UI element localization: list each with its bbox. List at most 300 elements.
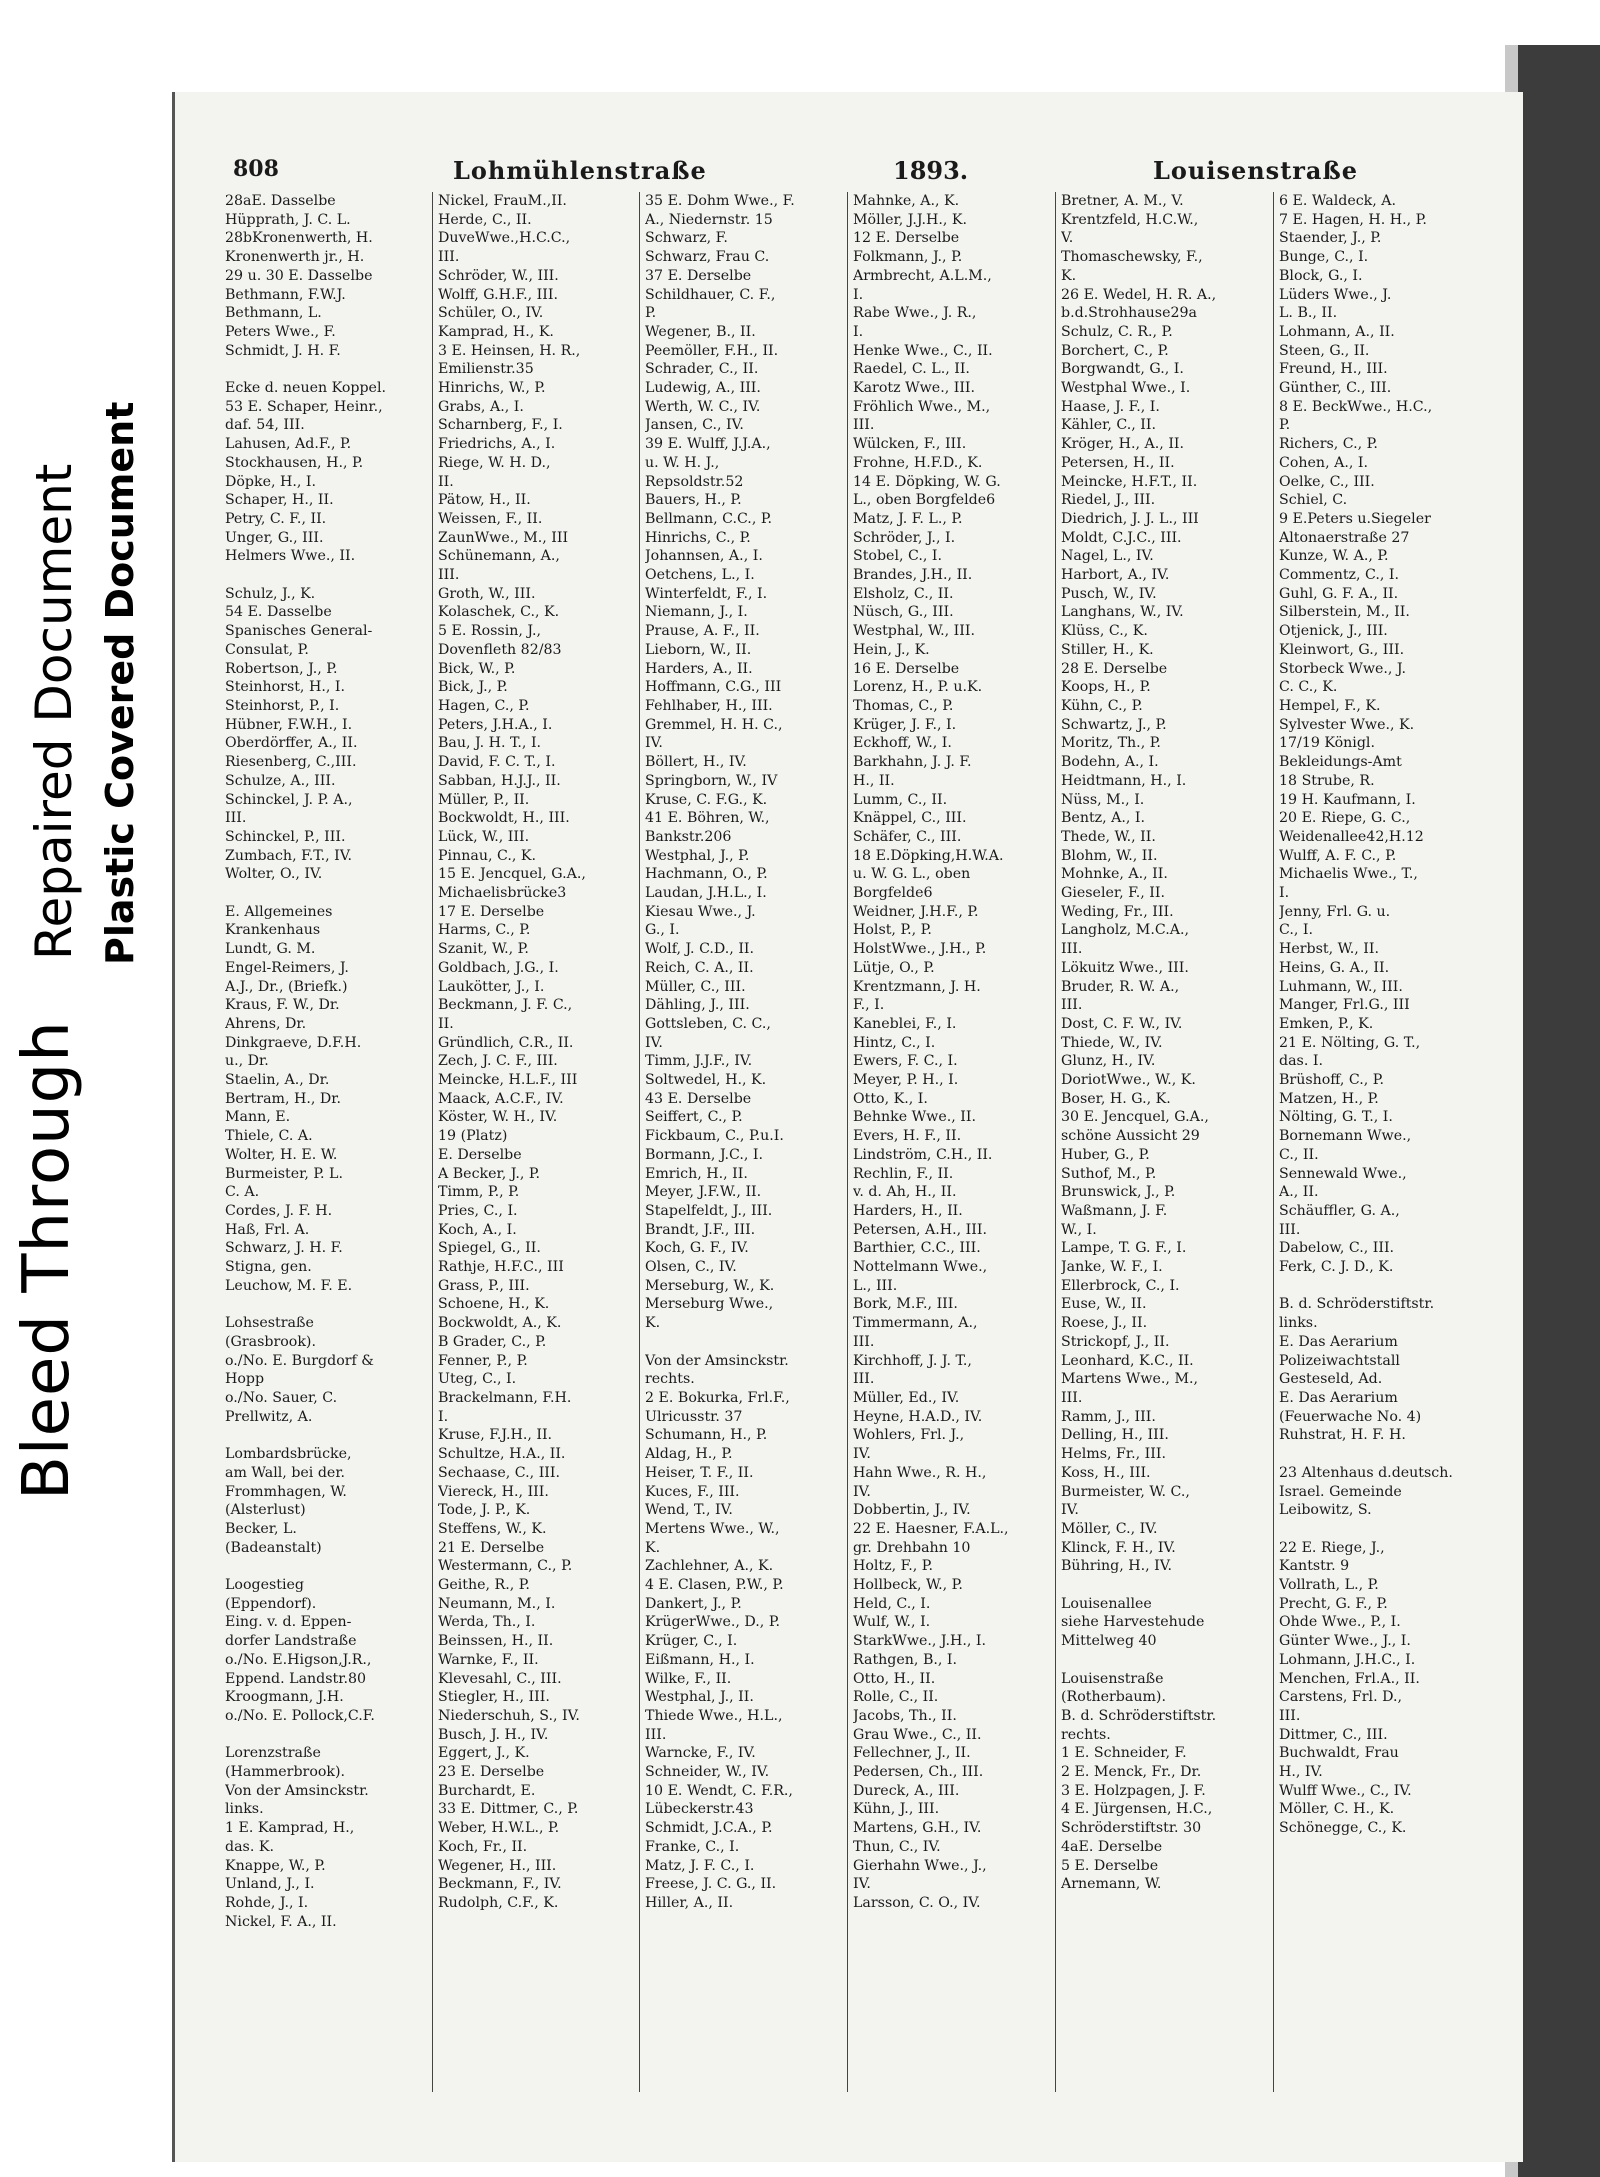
directory-entry-line: (Alsterlust) <box>225 1502 306 1519</box>
directory-entry-line: Dureck, A., III. <box>853 1782 960 1799</box>
directory-entry-line: Schönegge, C., K. <box>1279 1820 1407 1837</box>
directory-entry-line: Hintz, C., I. <box>853 1034 936 1051</box>
directory-entry-line: Karotz Wwe., III. <box>853 380 976 397</box>
directory-entry-line: Pätow, H., II. <box>438 492 531 509</box>
directory-entry-line <box>1061 1651 1271 1670</box>
directory-entry-line: Weidner, J.H.F., P. <box>853 903 979 920</box>
directory-entry-line: Hiller, A., II. <box>645 1894 734 1911</box>
directory-entry-line: Langhans, W., IV. <box>1061 604 1184 621</box>
directory-entry-line: am Wall, bei der. <box>225 1464 346 1481</box>
directory-entry-line: E. Allgemeines <box>225 903 333 920</box>
directory-entry-line: Kruse, C. F.G., K. <box>645 791 768 808</box>
directory-entry-line: Frohne, H.F.D., K. <box>853 454 983 471</box>
directory-entry-line: C., I. <box>1279 922 1313 939</box>
directory-entry-line: links. <box>1279 1315 1318 1332</box>
directory-entry-line: Bellmann, C.C., P. <box>645 510 773 527</box>
directory-entry-line: Eckhoff, W., I. <box>853 735 952 752</box>
directory-entry-line: Bornemann Wwe., <box>1279 1128 1412 1145</box>
directory-entry-line: Meyer, J.F.W., II. <box>645 1184 762 1201</box>
directory-entry-line: 7 E. Hagen, H. H., P. <box>1279 211 1427 228</box>
directory-entry-line: Kuces, F., III. <box>645 1483 740 1500</box>
directory-entry-line: Huber, G., P. <box>1061 1146 1150 1163</box>
directory-entry-line: Viereck, H., III. <box>438 1483 549 1500</box>
directory-entry-line: Emrich, H., II. <box>645 1165 748 1182</box>
directory-entry-line: Gierhahn Wwe., J., <box>853 1857 987 1874</box>
directory-entry-line: Möller, C., IV. <box>1061 1520 1158 1537</box>
directory-entry-line: Peters, J.H.A., I. <box>438 716 553 733</box>
directory-entry-line: Tode, J. P., K. <box>438 1502 531 1519</box>
directory-entry-line: Oelke, C., III. <box>1279 473 1375 490</box>
directory-entry-line: Bau, J. H. T., I. <box>438 735 542 752</box>
directory-entry-line: rechts. <box>1061 1726 1111 1743</box>
directory-entry-line: Sabban, H.J.J., II. <box>438 772 561 789</box>
directory-entry-line: Louisenstraße <box>1061 1670 1164 1687</box>
directory-entry-line: Aldag, H., P. <box>645 1446 733 1463</box>
directory-entry-line: Weding, Fr., III. <box>1061 903 1174 920</box>
directory-entry-line: Rolle, C., II. <box>853 1689 939 1706</box>
directory-entry-line: HolstWwe., J.H., P. <box>853 941 987 958</box>
directory-entry-line: 41 E. Böhren, W., <box>645 810 770 827</box>
directory-entry-line: Mertens Wwe., W., <box>645 1520 780 1537</box>
directory-entry-line: Elsholz, C., II. <box>853 585 954 602</box>
directory-entry-line: Timmermann, A., <box>853 1315 978 1332</box>
directory-entry-line: Larsson, C. O., IV. <box>853 1894 981 1911</box>
directory-entry-line: III. <box>1279 1221 1301 1238</box>
directory-entry-line: Kähler, C., II. <box>1061 417 1156 434</box>
directory-entry-line: Weidenallee42,H.12 <box>1279 828 1424 845</box>
directory-entry-line: Lombardsbrücke, <box>225 1446 352 1463</box>
directory-entry-line: (Feuerwache No. 4) <box>1279 1408 1422 1425</box>
directory-entry-line: 9 E.Peters u.Siegeler <box>1279 510 1431 527</box>
directory-entry-line: III. <box>1061 997 1083 1014</box>
directory-entry-line: Eggert, J., K. <box>438 1745 530 1762</box>
directory-entry-line: Schröder, J., I. <box>853 529 956 546</box>
directory-entry-line: 3 E. Heinsen, H. R., <box>438 342 581 359</box>
directory-entry-line: Harders, A., II. <box>645 660 753 677</box>
directory-entry-line <box>225 1726 430 1745</box>
directory-entry-line: Eing. v. d. Eppen- <box>225 1614 352 1631</box>
directory-entry-line <box>225 1426 430 1445</box>
directory-entry-line: Schwarz, F. <box>645 230 728 247</box>
directory-entry-line: II. <box>438 473 454 490</box>
directory-entry-line: Stobel, C., I. <box>853 548 942 565</box>
directory-entry-line: Ramm, J., III. <box>1061 1408 1156 1425</box>
sidebar-labels <box>0 0 160 2177</box>
directory-entry-line: Scharnberg, F., I. <box>438 417 563 434</box>
directory-entry-line: Eppend. Landstr.80 <box>225 1670 367 1687</box>
directory-entry-line: Leuchow, M. F. E. <box>225 1277 353 1294</box>
directory-entry-line: I. <box>1279 885 1290 902</box>
header-year: 1893. <box>893 156 969 185</box>
directory-entry-line <box>225 1295 430 1314</box>
directory-entry-line: K. <box>1061 267 1077 284</box>
directory-entry-line: B. d. Schröderstiftstr. <box>1061 1707 1217 1724</box>
directory-entry-line: 28aE. Dasselbe <box>225 193 336 209</box>
directory-entry-line: Thomaschewsky, F., <box>1061 249 1203 266</box>
directory-entry-line: Uteg, C., I. <box>438 1371 517 1388</box>
directory-entry-line: Ohde Wwe., P., I. <box>1279 1614 1401 1631</box>
directory-entry-line: Schüler, O., IV. <box>438 305 544 322</box>
directory-entry-line: Loogestieg <box>225 1577 304 1594</box>
directory-entry-line: Matzen, H., P. <box>1279 1090 1379 1107</box>
directory-entry-line: ZaunWwe., M., III <box>438 529 569 546</box>
directory-entry-line: Blohm, W., II. <box>1061 847 1158 864</box>
directory-entry-line: Louisenallee <box>1061 1595 1152 1612</box>
directory-entry-line: Henke Wwe., C., II. <box>853 342 993 359</box>
directory-entry-line: Bunge, C., I. <box>1279 249 1369 266</box>
directory-entry-line: KrügerWwe., D., P. <box>645 1614 781 1631</box>
directory-entry-line: A., Niedernstr. 15 <box>645 211 773 228</box>
directory-entry-line: III. <box>1061 1390 1083 1406</box>
directory-entry-line: Boser, H. G., K. <box>1061 1090 1171 1107</box>
directory-entry-line: 3 E. Holzpagen, J. F. <box>1061 1782 1206 1799</box>
directory-entry-line: Otto, H., II. <box>853 1670 936 1687</box>
directory-entry-line: Oetchens, L., I. <box>645 567 755 584</box>
directory-entry-line: Rabe Wwe., J. R., <box>853 305 977 322</box>
directory-entry-line: Glunz, H., IV. <box>1061 1053 1156 1070</box>
directory-entry-line: Rudolph, C.F., K. <box>438 1894 559 1911</box>
directory-entry-line: u. W. G. L., oben <box>853 866 971 883</box>
directory-entry-line: Lück, W., III. <box>438 828 530 845</box>
directory-entry-line: Fehlhaber, H., III. <box>645 697 773 714</box>
directory-entry-line: Werda, Th., I. <box>438 1614 536 1631</box>
directory-entry-line: Schinckel, P., III. <box>225 828 346 845</box>
directory-entry-line: Knäppel, C., III. <box>853 810 967 827</box>
directory-entry-line: Mahnke, A., K. <box>853 193 960 209</box>
directory-entry-line: Koch, Fr., II. <box>438 1838 528 1855</box>
directory-entry-line: Merseburg Wwe., <box>645 1296 774 1313</box>
directory-entry-line: 23 E. Derselbe <box>438 1764 545 1781</box>
directory-entry-line: Lahusen, Ad.F., P. <box>225 436 352 453</box>
directory-entry-line: u. W. H. J., <box>645 454 720 471</box>
directory-entry-line: IV. <box>853 1446 871 1463</box>
directory-entry-line: Krentzfeld, H.C.W., <box>1061 211 1199 228</box>
directory-entry-line: III. <box>225 810 247 827</box>
directory-entry-line: Schaper, H., II. <box>225 492 334 509</box>
directory-entry-line: Euse, W., II. <box>1061 1296 1147 1313</box>
directory-entry-line: Kamprad, H., K. <box>438 323 554 340</box>
directory-entry-line: links. <box>225 1801 264 1818</box>
directory-entry-line: Brackelmann, F.H. <box>438 1390 572 1406</box>
directory-entry-line: 12 E. Derselbe <box>853 230 960 247</box>
directory-entry-line: Steffens, W., K. <box>438 1520 547 1537</box>
directory-entry-line: Seiffert, C., P. <box>645 1109 743 1126</box>
directory-entry-line: Burmeister, W. C., <box>1061 1483 1190 1500</box>
directory-entry-line: Rechlin, F., II. <box>853 1165 954 1182</box>
directory-entry-line: Otjenick, J., III. <box>1279 623 1388 640</box>
directory-entry-line: Brüshoff, C., P. <box>1279 1072 1384 1089</box>
directory-entry-line: Schmidt, J.C.A., P. <box>645 1820 773 1837</box>
directory-entry-line: Dittmer, C., III. <box>1279 1726 1388 1743</box>
directory-entry-line: Koch, G. F., IV. <box>645 1240 749 1257</box>
directory-entry-line: Becker, L. <box>225 1520 297 1537</box>
directory-entry-line: Olsen, C., IV. <box>645 1259 737 1276</box>
directory-entry-line: Helmers Wwe., II. <box>225 548 356 565</box>
directory-entry-line: 21 E. Derselbe <box>438 1539 545 1556</box>
directory-entry-line: Precht, G. F., P. <box>1279 1595 1388 1612</box>
directory-entry-line: Schwarz, Frau C. <box>645 249 770 266</box>
directory-entry-line: Thomas, C., P. <box>853 697 954 714</box>
directory-entry-line: v. d. Ah, H., II. <box>853 1184 957 1201</box>
directory-entry-line: Burchardt, E. <box>438 1782 536 1799</box>
directory-entry-line: Friedrichs, A., I. <box>438 436 556 453</box>
directory-entry-line: Bodehn, A., I. <box>1061 754 1159 771</box>
plastic-covered-label: Plastic Covered Document <box>98 401 142 965</box>
directory-entry-line: Westphal, J., II. <box>645 1689 754 1706</box>
directory-entry-line: Fenner, P., P. <box>438 1352 528 1369</box>
directory-entry-line: E. Derselbe <box>438 1146 522 1163</box>
directory-entry-line: Rathje, H.F.C., III <box>438 1259 564 1276</box>
directory-entry-line: Geithe, R., P. <box>438 1577 530 1594</box>
header-right-street: Louisenstraße <box>1153 156 1358 185</box>
directory-entry-line: 15 E. Jencquel, G.A., <box>438 866 586 883</box>
directory-entry-line: Lütje, O., P. <box>853 959 935 976</box>
directory-entry-line: 8 E. BeckWwe., H.C., <box>1279 398 1433 415</box>
directory-entry-line: Pusch, W., IV. <box>1061 585 1157 602</box>
page-number: 808 <box>233 156 279 182</box>
directory-entry-line: Lorenz, H., P. u.K. <box>853 679 983 696</box>
directory-entry-line: StarkWwe., J.H., I. <box>853 1633 987 1650</box>
directory-entry-line: Ellerbrock, C., I. <box>1061 1277 1180 1294</box>
directory-entry-line: 22 E. Haesner, F.A.L., <box>853 1520 1009 1537</box>
column-6 <box>1279 192 1489 2092</box>
directory-entry-line: 1 E. Kamprad, H., <box>225 1820 355 1837</box>
column-4 <box>853 192 1053 2092</box>
directory-entry-line: Commentz, C., I. <box>1279 567 1400 584</box>
directory-entry-line: 18 E.Döpking,H.W.A. <box>853 847 1004 864</box>
directory-entry-line: Lampe, T. G. F., I. <box>1061 1240 1187 1257</box>
directory-entry-line: Lohmann, J.H.C., I. <box>1279 1651 1416 1668</box>
directory-entry-line: Beinssen, H., II. <box>438 1633 554 1650</box>
directory-entry-line: Szanit, W., P. <box>438 941 529 958</box>
directory-entry-line: Schulze, A., III. <box>225 772 336 789</box>
directory-entry-line: 5 E. Rossin, J., <box>438 623 541 640</box>
directory-entry-line: III. <box>438 567 460 584</box>
directory-entry-line: Roese, J., II. <box>1061 1315 1148 1332</box>
directory-entry-line: 54 E. Dasselbe <box>225 604 332 621</box>
directory-entry-line: Robertson, J., P. <box>225 660 338 677</box>
directory-entry-line: Bethmann, F.W.J. <box>225 286 346 303</box>
directory-entry-line <box>1279 1277 1489 1296</box>
directory-entry-line: Meyer, P. H., I. <box>853 1072 959 1089</box>
directory-entry-line: Harms, C., P. <box>438 922 531 939</box>
directory-entry-line: Menchen, Frl.A., II. <box>1279 1670 1420 1687</box>
directory-entry-line: o./No. E. Pollock,C.F. <box>225 1707 375 1724</box>
directory-entry-line: L., oben Borgfelde6 <box>853 492 996 509</box>
directory-entry-line: Suthof, M., P. <box>1061 1165 1157 1182</box>
directory-entry-line: Schäuffler, G. A., <box>1279 1202 1400 1219</box>
directory-entry-line: Martens, G.H., IV. <box>853 1820 982 1837</box>
directory-entry-line: 1 E. Schneider, F. <box>1061 1745 1187 1762</box>
directory-entry-line: Pinnau, C., K. <box>438 847 536 864</box>
directory-entry-line: Weber, H.W.L., P. <box>438 1820 560 1837</box>
directory-entry-line: Koops, H., P. <box>1061 679 1151 696</box>
directory-entry-line: Petry, C. F., II. <box>225 510 327 527</box>
directory-entry-line: Lieborn, W., II. <box>645 641 752 658</box>
directory-entry-line: C. A. <box>225 1184 260 1201</box>
directory-entry-line: Bick, J., P. <box>438 679 508 696</box>
directory-entry-line: Ruhstrat, H. F. H. <box>1279 1427 1406 1444</box>
directory-entry-line: Freese, J. C. G., II. <box>645 1876 777 1893</box>
directory-entry-line: Hinrichs, W., P. <box>438 380 546 397</box>
directory-entry-line: 4aE. Derselbe <box>1061 1838 1163 1855</box>
directory-entry-line: Riege, W. H. D., <box>438 454 551 471</box>
directory-entry-line: Steinhorst, P., I. <box>225 697 340 714</box>
directory-entry-line: (Grasbrook). <box>225 1333 316 1350</box>
directory-entry-line: Mittelweg 40 <box>1061 1633 1157 1650</box>
directory-entry-line: Hempel, F., K. <box>1279 697 1381 714</box>
directory-entry-line: Harders, H., II. <box>853 1202 963 1219</box>
directory-entry-line: 26 E. Wedel, H. R. A., <box>1061 286 1217 303</box>
directory-entry-line: Reich, C. A., II. <box>645 959 754 976</box>
directory-entry-line: 4 E. Jürgensen, H.C., <box>1061 1801 1213 1818</box>
directory-entry-line: Busch, J. H., IV. <box>438 1726 549 1743</box>
directory-entry-line: Müller, C., III. <box>645 978 746 995</box>
directory-entry-line: Beckmann, F., IV. <box>438 1876 562 1893</box>
directory-entry-line: Manger, Frl.G., III <box>1279 997 1410 1014</box>
directory-entry-line: Sennewald Wwe., <box>1279 1165 1407 1182</box>
directory-entry-line: Bormann, J.C., I. <box>645 1146 764 1163</box>
directory-entry-line: Wolf, J. C.D., II. <box>645 941 755 958</box>
directory-entry-line: Hübner, F.W.H., I. <box>225 716 353 733</box>
directory-entry-line: Kirchhoff, J. J. T., <box>853 1352 972 1369</box>
directory-entry-line: Staender, J., P. <box>1279 230 1382 247</box>
directory-entry-line: Oberdörffer, A., II. <box>225 735 358 752</box>
directory-entry-line: Richers, C., P. <box>1279 436 1378 453</box>
directory-entry-line: Staelin, A., Dr. <box>225 1072 330 1089</box>
directory-entry-line: III. <box>853 417 875 434</box>
directory-entry-line: Leibowitz, S. <box>1279 1502 1372 1519</box>
directory-entry-line: Martens Wwe., M., <box>1061 1371 1198 1388</box>
directory-entry-line: Meincke, H.L.F., III <box>438 1072 578 1089</box>
directory-entry-line: Cohen, A., I. <box>1279 454 1368 471</box>
directory-entry-line: Lorenzstraße <box>225 1745 321 1762</box>
directory-entry-line: David, F. C. T., I. <box>438 754 556 771</box>
directory-entry-line: Riesenberg, C.,III. <box>225 754 357 771</box>
directory-entry-line: Westermann, C., P. <box>438 1558 573 1575</box>
directory-entry-line: Bockwoldt, H., III. <box>438 810 570 827</box>
directory-entry-line: Gieseler, F., II. <box>1061 885 1165 902</box>
directory-entry-line: IV. <box>853 1483 871 1500</box>
directory-entry-line: Altonaerstraße 27 <box>1279 529 1410 546</box>
directory-entry-line <box>225 884 430 903</box>
directory-entry-line: Laukötter, J., I. <box>438 978 545 995</box>
directory-entry-line: Folkmann, J., P. <box>853 249 963 266</box>
directory-entry-line: 16 E. Derselbe <box>853 660 960 677</box>
directory-entry-line: Heyne, H.A.D., IV. <box>853 1408 983 1425</box>
directory-entry-line: Eißmann, H., I. <box>645 1651 755 1668</box>
directory-entry-line: Moldt, C.J.C., III. <box>1061 529 1182 546</box>
directory-entry-line: Peemöller, F.H., II. <box>645 342 779 359</box>
directory-entry-line: Möller, J.J.H., K. <box>853 211 967 228</box>
directory-entry-line: Grabs, A., I. <box>438 398 524 415</box>
directory-entry-line: Pries, C., I. <box>438 1202 518 1219</box>
directory-entry-line: Hüpprath, J. C. L. <box>225 211 351 228</box>
directory-entry-line: Pedersen, Ch., III. <box>853 1764 984 1781</box>
directory-entry-line: Nickel, FrauM.,II. <box>438 193 567 209</box>
directory-entry-line: W., I. <box>1061 1221 1097 1238</box>
directory-entry-line: Schmidt, J. H. F. <box>225 342 341 359</box>
directory-entry-line: Spanisches General- <box>225 623 373 640</box>
directory-entry-line: Petersen, A.H., III. <box>853 1221 987 1238</box>
directory-entry-line: (Hammerbrook). <box>225 1764 346 1781</box>
directory-entry-line: B Grader, C., P. <box>438 1333 547 1350</box>
directory-entry-line: Lüders Wwe., J. <box>1279 286 1392 303</box>
directory-entry-line: Schröder, W., III. <box>438 267 559 284</box>
directory-entry-line: II. <box>438 1015 454 1032</box>
directory-entry-line: Zech, J. C. F., III. <box>438 1053 558 1070</box>
directory-entry-line: u., Dr. <box>225 1053 269 1070</box>
directory-entry-line: Kaneblei, F., I. <box>853 1015 957 1032</box>
repaired-document-label: Repaired Document <box>25 463 83 960</box>
directory-entry-line: Günther, C., III. <box>1279 380 1392 397</box>
directory-entry-line: Unger, G., III. <box>225 529 324 546</box>
directory-entry-line: Fickbaum, C., P.u.I. <box>645 1128 784 1145</box>
directory-entry-line: das. I. <box>1279 1053 1323 1070</box>
directory-entry-line: Kühn, J., III. <box>853 1801 940 1818</box>
directory-entry-line: Timm, P., P. <box>438 1184 520 1201</box>
directory-entry-line: 10 E. Wendt, C. F.R., <box>645 1782 793 1799</box>
directory-entry-line: Wegener, H., III. <box>438 1857 557 1874</box>
directory-entry-line: Thiede, W., IV. <box>1061 1034 1163 1051</box>
directory-entry-line: Heiser, T. F., II. <box>645 1464 754 1481</box>
directory-entry-line: Ahrens, Dr. <box>225 1015 307 1032</box>
directory-entry-line: IV. <box>853 1876 871 1893</box>
directory-entry-line: C. C., K. <box>1279 679 1338 696</box>
directory-entry-line: Lohsestraße <box>225 1315 314 1332</box>
directory-entry-line: Wilke, F., II. <box>645 1670 732 1687</box>
directory-entry-line: Kiesau Wwe., J. <box>645 903 756 920</box>
directory-entry-line: b.d.Strohhause29a <box>1061 305 1197 322</box>
directory-entry-line: Nagel, L., IV. <box>1061 548 1154 565</box>
directory-entry-line: Wegener, B., II. <box>645 323 756 340</box>
directory-entry-line: Gründlich, C.R., II. <box>438 1034 574 1051</box>
directory-entry-line: o./No. E. Burgdorf & <box>225 1352 374 1369</box>
directory-entry-line: Schulz, J., K. <box>225 585 316 602</box>
directory-entry-line: Michaelis Wwe., T., <box>1279 866 1418 883</box>
directory-entry-line: Warnke, F., II. <box>438 1651 539 1668</box>
directory-entry-line: Ludewig, A., III. <box>645 380 761 397</box>
directory-entry-line: Bockwoldt, A., K. <box>438 1315 562 1332</box>
directory-entry-line: Nottelmann Wwe., <box>853 1259 988 1276</box>
directory-entry-line: Storbeck Wwe., J. <box>1279 660 1407 677</box>
directory-entry-line: Grau Wwe., C., II. <box>853 1726 982 1743</box>
directory-entry-line: Wohlers, Frl. J., <box>853 1427 965 1444</box>
directory-entry-line: Hinrichs, C., P. <box>645 529 751 546</box>
directory-entry-line: Stapelfeldt, J., III. <box>645 1202 773 1219</box>
directory-entry-line: Barkhahn, J. J. F. <box>853 754 972 771</box>
directory-entry-line: Dobbertin, J., IV. <box>853 1502 971 1519</box>
directory-entry-line: Waßmann, J. F. <box>1061 1202 1168 1219</box>
directory-entry-line: Kröger, H., A., II. <box>1061 436 1185 453</box>
directory-entry-line: III. <box>853 1371 875 1388</box>
directory-entry-line: 21 E. Nölting, G. T., <box>1279 1034 1421 1051</box>
directory-entry-line: 19 H. Kaufmann, I. <box>1279 791 1416 808</box>
directory-entry-line: Lübeckerstr.43 <box>645 1801 754 1818</box>
directory-entry-line: Nickel, F. A., II. <box>225 1913 337 1930</box>
directory-entry-line: 2 E. Menck, Fr., Dr. <box>1061 1764 1202 1781</box>
directory-entry-line: Borgwandt, G., I. <box>1061 361 1184 378</box>
directory-entry-line: Heins, G. A., II. <box>1279 959 1390 976</box>
directory-entry-line: H., II. <box>853 772 895 789</box>
directory-entry-line: Dähling, J., III. <box>645 997 750 1014</box>
directory-entry-line: Carstens, Frl. D., <box>1279 1689 1402 1706</box>
directory-entry-line: Lundt, G. M. <box>225 941 316 958</box>
directory-entry-line: o./No. E.Higson,J.R., <box>225 1651 372 1668</box>
directory-entry-line <box>1279 1520 1489 1539</box>
directory-entry-line: Soltwedel, H., K. <box>645 1072 767 1089</box>
directory-entry-line: Stockhausen, H., P. <box>225 454 364 471</box>
